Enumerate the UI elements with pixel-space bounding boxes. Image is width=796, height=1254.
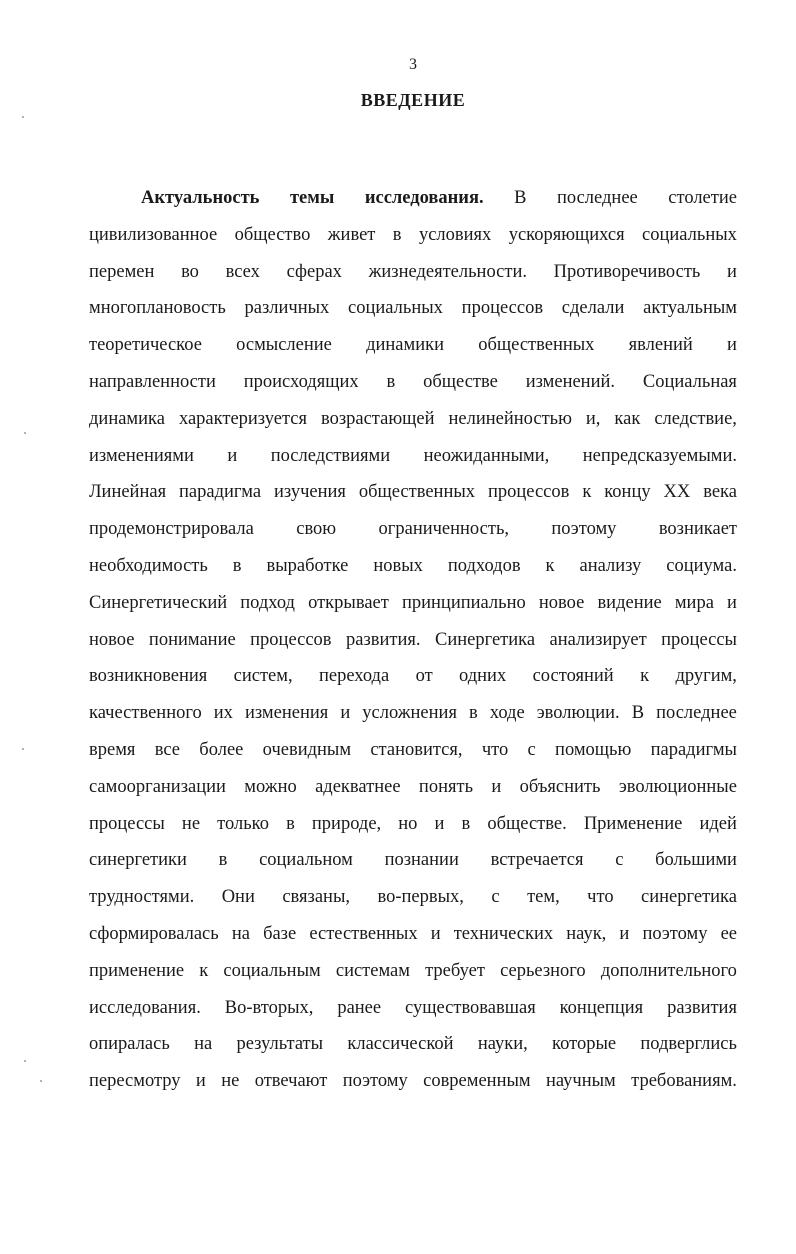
- word: от: [415, 666, 433, 687]
- word: синергетика: [641, 887, 737, 908]
- word: и: [340, 703, 351, 724]
- word: концу: [604, 482, 651, 503]
- word: понять: [418, 776, 474, 797]
- text-line: [89, 585, 737, 622]
- word: обществе: [423, 371, 498, 392]
- word: существовавшая: [405, 997, 536, 1018]
- word: общественных: [358, 482, 476, 503]
- text-line: [89, 180, 737, 217]
- word: системам: [335, 960, 410, 981]
- word: и: [727, 261, 737, 282]
- word: актуальным: [643, 298, 737, 319]
- word: базе: [263, 923, 297, 944]
- word: Во-вторых,: [224, 997, 314, 1018]
- text-line: [89, 474, 737, 511]
- text-line: [89, 290, 737, 327]
- word: возникновения: [89, 666, 208, 687]
- word: в: [469, 703, 478, 724]
- word: неожиданными,: [423, 445, 550, 466]
- word: изучения: [274, 482, 346, 503]
- word: помощью: [555, 739, 632, 760]
- word: общественных: [478, 335, 595, 356]
- word: принципиально: [401, 592, 526, 613]
- word: XX: [663, 482, 691, 503]
- word: теоретическое: [89, 335, 202, 356]
- text-line: [89, 658, 737, 695]
- text-line: [89, 916, 737, 953]
- text-line: [89, 438, 737, 475]
- word: изменений.: [525, 371, 616, 392]
- word: различных: [244, 298, 330, 319]
- scan-speck: [24, 1060, 26, 1062]
- word: социума.: [666, 555, 737, 576]
- word: эволюционные: [618, 776, 737, 797]
- text-line: [89, 622, 737, 659]
- word: нелинейностью: [448, 408, 572, 429]
- word: непредсказуемыми.: [582, 445, 737, 466]
- text-line: [89, 327, 737, 364]
- text-line: [89, 695, 737, 732]
- word: что: [587, 887, 614, 908]
- word: и: [434, 813, 445, 834]
- word: опиралась: [89, 1034, 170, 1055]
- word: новое: [89, 629, 135, 650]
- word: парадигмы: [650, 739, 737, 760]
- text-line: [89, 806, 737, 843]
- word: ходе: [489, 703, 525, 724]
- word: обществе.: [487, 813, 567, 834]
- word: социальных: [642, 224, 737, 245]
- word: ограниченность,: [378, 519, 510, 540]
- text-line: [89, 401, 737, 438]
- word: одних: [459, 666, 507, 687]
- word: науки,: [477, 1034, 528, 1055]
- word: перемен: [89, 261, 155, 282]
- word: научным: [546, 1071, 616, 1092]
- word: к: [582, 482, 592, 503]
- word: современным: [423, 1071, 531, 1092]
- word: сделали: [561, 298, 625, 319]
- word: только: [217, 813, 269, 834]
- word: Линейная: [89, 482, 167, 503]
- word: дополнительного: [600, 960, 737, 981]
- word: в: [232, 555, 242, 576]
- word: к: [545, 555, 555, 576]
- word: исследования.: [89, 997, 201, 1018]
- word: требованиям.: [631, 1071, 737, 1092]
- word: осмысление: [236, 335, 332, 356]
- word: анализу: [579, 555, 642, 576]
- word: социальным: [223, 960, 321, 981]
- word: многоплановость: [89, 298, 226, 319]
- word: трудностями.: [89, 887, 195, 908]
- word: поэтому: [642, 923, 708, 944]
- word: направленности: [89, 371, 216, 392]
- word: Синергетический: [89, 592, 228, 613]
- text-line: [89, 879, 737, 916]
- word: условиях: [418, 224, 492, 245]
- word: процессов: [461, 298, 544, 319]
- word: поэтому: [342, 1071, 408, 1092]
- word: новых: [373, 555, 423, 576]
- text-line: [89, 364, 737, 401]
- word: качественного: [89, 703, 202, 724]
- word: возрастающей: [320, 408, 435, 429]
- word: связаны,: [282, 887, 351, 908]
- word: изменения: [244, 703, 329, 724]
- word: результаты: [236, 1034, 324, 1055]
- word: В: [514, 188, 527, 208]
- text-line: [89, 842, 737, 879]
- word: ее: [720, 923, 737, 944]
- word: жизнедеятельности.: [368, 261, 527, 282]
- word: адекватнее: [315, 776, 401, 797]
- word: в: [386, 371, 396, 392]
- word: свою: [296, 519, 337, 540]
- word: применение: [89, 960, 185, 981]
- word: классической: [347, 1034, 454, 1055]
- word: тем,: [527, 887, 560, 908]
- word: более: [199, 739, 244, 760]
- word: пересмотру: [89, 1071, 181, 1092]
- word: анализирует: [549, 629, 647, 650]
- text-line: [89, 953, 737, 990]
- word: последнее: [656, 703, 737, 724]
- word: в: [461, 813, 471, 834]
- word: и: [491, 776, 502, 797]
- word: и: [430, 923, 441, 944]
- word: идей: [699, 813, 737, 834]
- word: самоорганизации: [89, 776, 226, 797]
- word: Социальная: [642, 371, 737, 392]
- word: Противоречивость: [553, 261, 701, 282]
- word: явлений: [628, 335, 693, 356]
- word: последнее: [556, 188, 638, 208]
- word: видение: [597, 592, 662, 613]
- word: как: [614, 408, 641, 429]
- word: большими: [655, 850, 737, 871]
- word: с: [527, 739, 536, 760]
- word: Они: [221, 887, 255, 908]
- word: и: [195, 1071, 206, 1092]
- word: динамика: [89, 408, 165, 429]
- word: происходящих: [243, 371, 359, 392]
- word: с: [491, 887, 500, 908]
- word: социальном: [259, 850, 353, 871]
- word: парадигма: [179, 482, 262, 503]
- word: в: [218, 850, 228, 871]
- word: встречается: [490, 850, 584, 871]
- word: сферах: [286, 261, 342, 282]
- word: процессов: [250, 629, 332, 650]
- word: Применение: [583, 813, 683, 834]
- word: концепция: [559, 997, 644, 1018]
- word: во: [181, 261, 199, 282]
- scan-speck: [22, 748, 24, 750]
- word: и: [619, 923, 630, 944]
- word: требует: [425, 960, 485, 981]
- scan-speck: [22, 116, 24, 118]
- text-line: [89, 1063, 737, 1100]
- word: во-первых,: [377, 887, 464, 908]
- word: с: [615, 850, 624, 871]
- text-line: [89, 511, 737, 548]
- word: становится,: [370, 739, 463, 760]
- word: эволюции.: [536, 703, 620, 724]
- word: ускоряющихся: [508, 224, 625, 245]
- text-line: [89, 217, 737, 254]
- word: перехода: [318, 666, 390, 687]
- word: процессов: [487, 482, 570, 503]
- text-line: [89, 990, 737, 1027]
- word: динамики: [366, 335, 445, 356]
- word: процессы: [89, 813, 165, 834]
- word: технических: [453, 923, 554, 944]
- word: поэтому: [551, 519, 617, 540]
- word: не: [221, 1071, 240, 1092]
- lead-phrase-word: исследования.: [364, 188, 484, 208]
- word: живет: [327, 224, 376, 245]
- word: их: [213, 703, 233, 724]
- word: развития.: [346, 629, 421, 650]
- word: отвечают: [254, 1071, 328, 1092]
- word: последствиями: [270, 445, 391, 466]
- word: можно: [244, 776, 297, 797]
- word: объяснить: [519, 776, 601, 797]
- scan-speck: [24, 432, 26, 434]
- word: и: [227, 445, 238, 466]
- word: выработке: [266, 555, 349, 576]
- word: познании: [384, 850, 459, 871]
- word: всех: [225, 261, 260, 282]
- word: природе,: [311, 813, 382, 834]
- text-line: [89, 254, 737, 291]
- word: мира: [674, 592, 714, 613]
- word: к: [199, 960, 209, 981]
- body-paragraph: [89, 180, 737, 1100]
- word: не: [181, 813, 201, 834]
- word: процессы: [661, 629, 737, 650]
- word: естественных: [309, 923, 418, 944]
- word: продемонстрировала: [89, 519, 254, 540]
- word: но: [398, 813, 418, 834]
- word: наук,: [566, 923, 607, 944]
- section-title: ВВЕДЕНИЕ: [360, 90, 466, 110]
- word: подходов: [447, 555, 521, 576]
- word: возникает: [658, 519, 737, 540]
- word: понимание: [148, 629, 236, 650]
- word: В: [631, 703, 645, 724]
- word: века: [703, 482, 737, 503]
- word: все: [154, 739, 180, 760]
- word: социальных: [348, 298, 443, 319]
- word: развития: [667, 997, 737, 1018]
- word: что: [481, 739, 509, 760]
- word: необходимость: [89, 555, 208, 576]
- word: на: [231, 923, 250, 944]
- word: усложнения: [362, 703, 457, 724]
- lead-phrase-word: Актуальность: [141, 188, 260, 208]
- word: Синергетика: [435, 629, 536, 650]
- word: на: [194, 1034, 213, 1055]
- word: синергетики: [89, 850, 187, 871]
- word: серьезного: [500, 960, 586, 981]
- word: общество: [234, 224, 311, 245]
- text-line: [89, 769, 737, 806]
- word: цивилизованное: [89, 224, 218, 245]
- word: подход: [240, 592, 295, 613]
- word: подверглись: [640, 1034, 737, 1055]
- text-line: [89, 548, 737, 585]
- word: сформировалась: [89, 923, 219, 944]
- word: и: [727, 592, 737, 613]
- word: новое: [538, 592, 585, 613]
- word: время: [89, 739, 136, 760]
- word: в: [392, 224, 402, 245]
- word: состояний: [532, 666, 614, 687]
- word: очевидным: [262, 739, 352, 760]
- word: столетие: [668, 188, 737, 208]
- scan-speck: [40, 1080, 42, 1082]
- word: и,: [585, 408, 601, 429]
- word: систем,: [233, 666, 293, 687]
- word: ранее: [337, 997, 382, 1018]
- word: характеризуется: [178, 408, 307, 429]
- text-line: [89, 1026, 737, 1063]
- lead-phrase-word: темы: [289, 188, 335, 208]
- word: и: [727, 335, 737, 356]
- word: которые: [552, 1034, 617, 1055]
- word: в: [286, 813, 295, 834]
- word: открывает: [308, 592, 389, 613]
- word: изменениями: [89, 445, 194, 466]
- word: к: [640, 666, 650, 687]
- word: другим,: [675, 666, 737, 687]
- word: следствие,: [654, 408, 737, 429]
- text-line: [89, 732, 737, 769]
- page-number: 3: [409, 56, 417, 73]
